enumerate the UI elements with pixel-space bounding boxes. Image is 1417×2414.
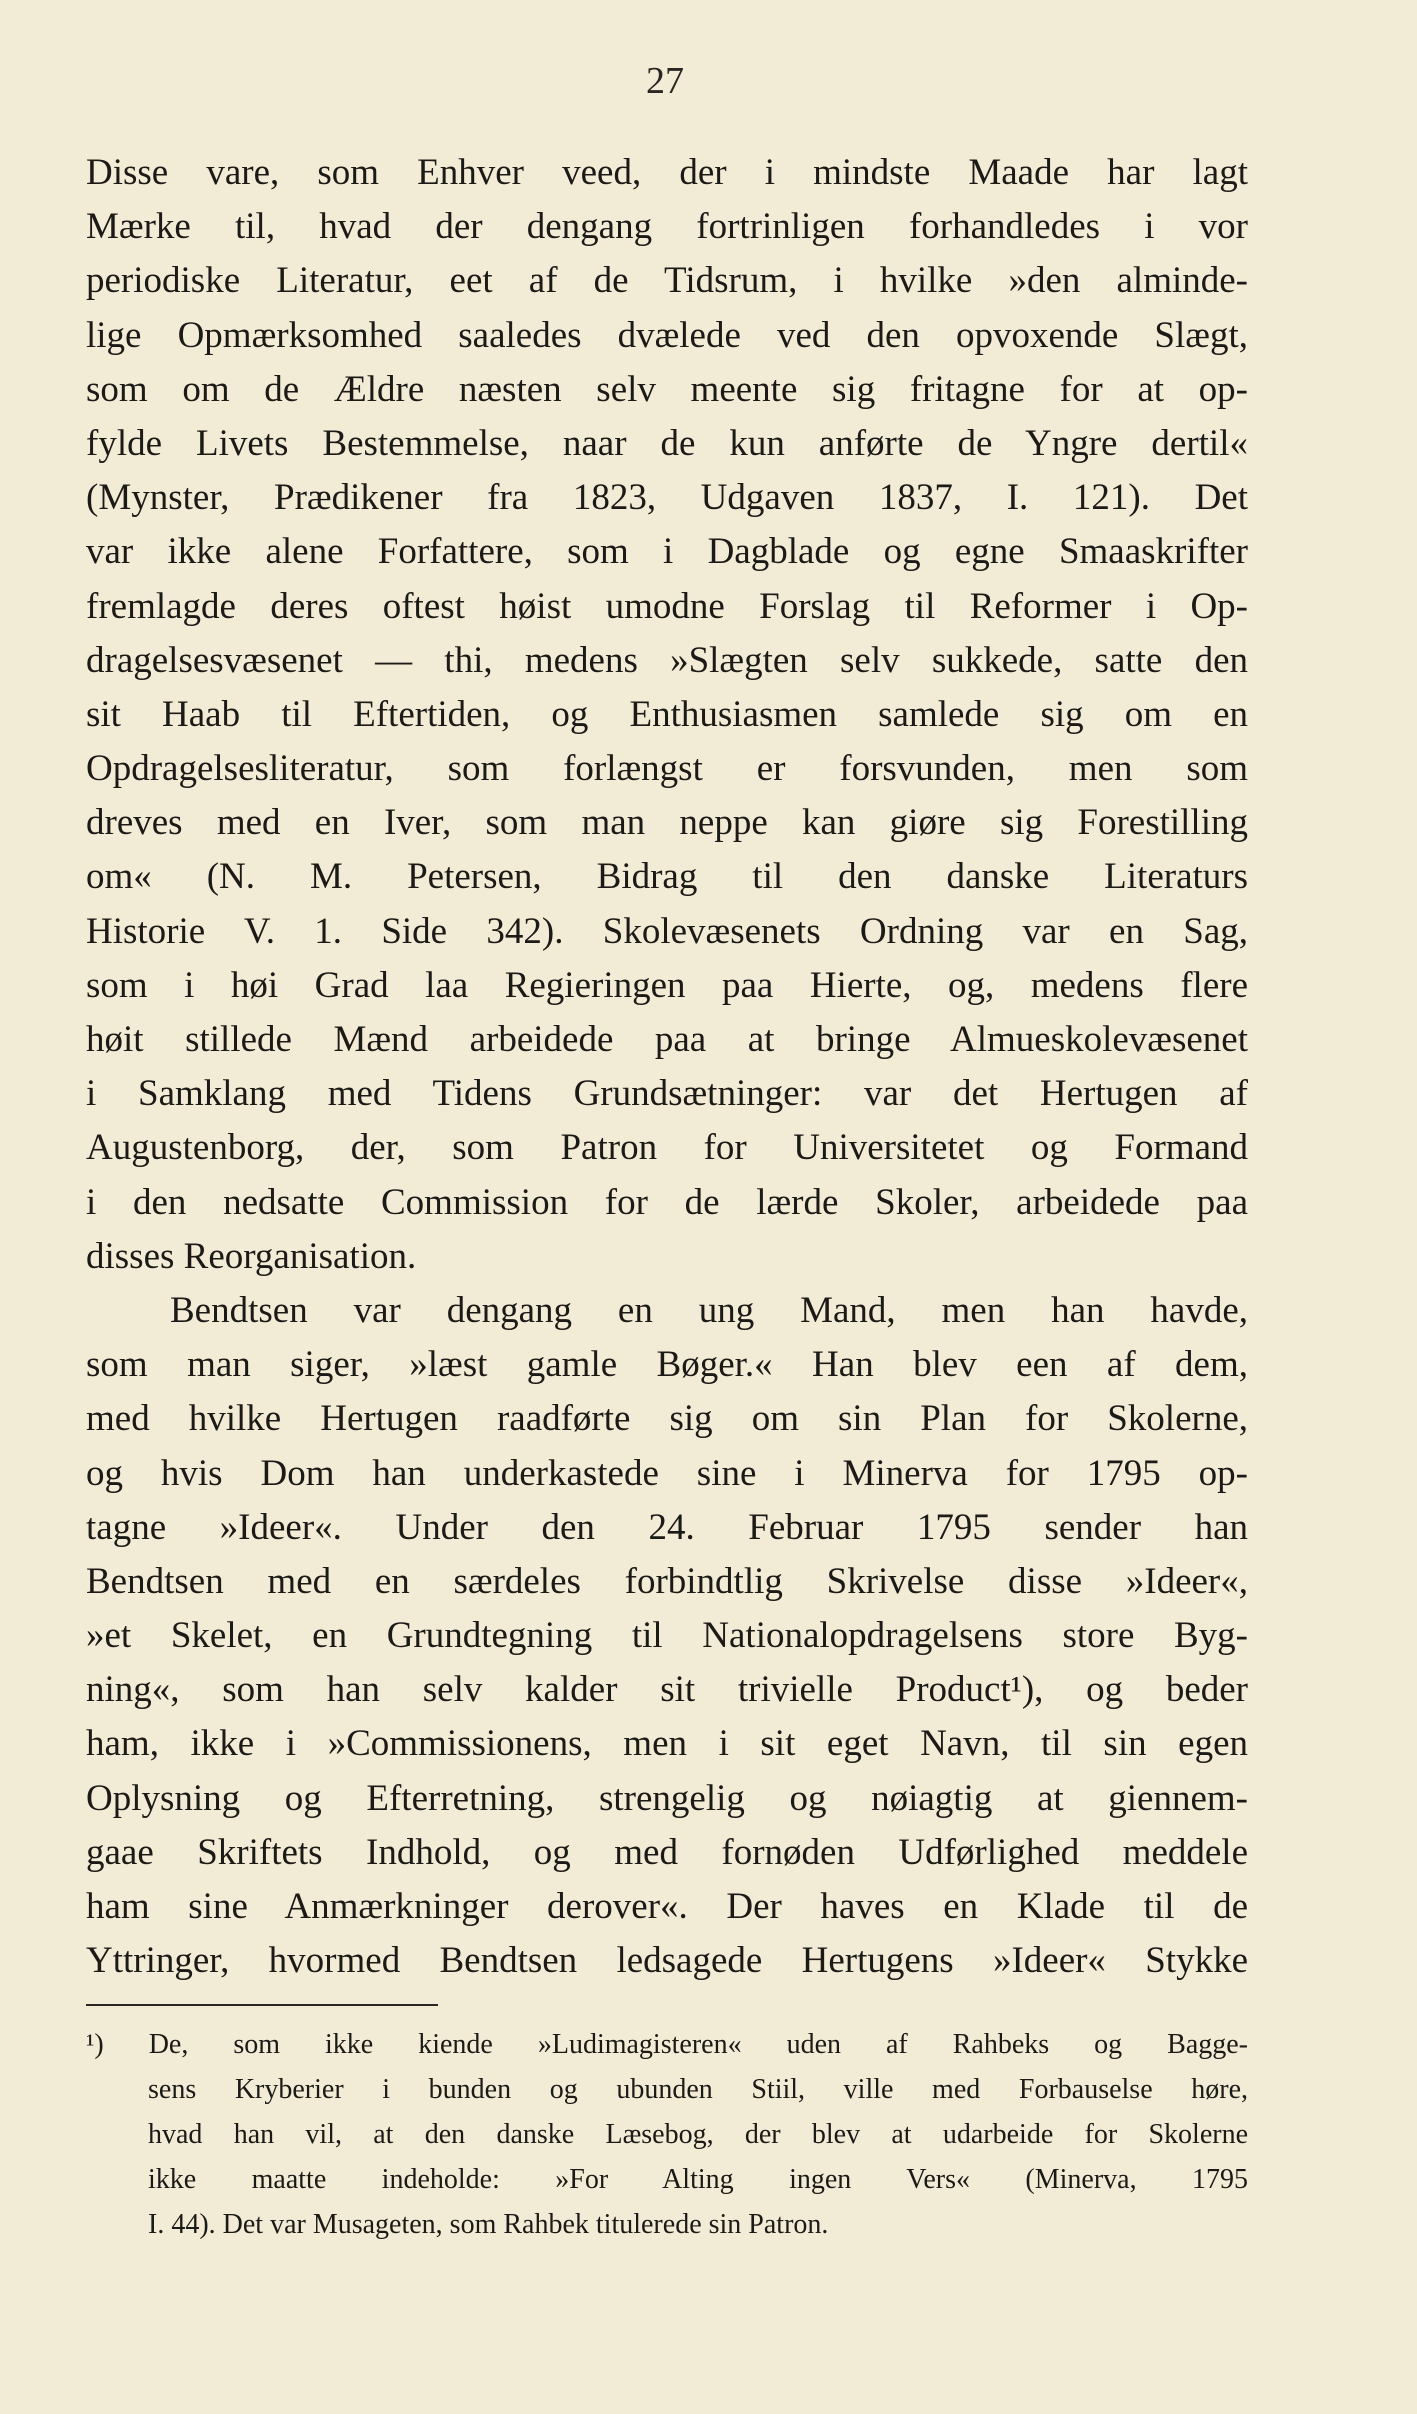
footnote-line: hvad han vil, at den danske Læsebog, der blev at udarbeide for Skolerne <box>148 2119 1248 2150</box>
page-number: 27 <box>646 60 684 102</box>
text-line: Historie V. 1. Side 342). Skolevæsenets Ordning var en Sag, <box>86 910 1248 952</box>
text-line: som om de Ældre næsten selv meente sig fritagne for at op- <box>86 368 1248 410</box>
text-line: sit Haab til Eftertiden, og Enthusiasmen samlede sig om en <box>86 693 1248 735</box>
text-line: om« (N. M. Petersen, Bidrag til den danske Literaturs <box>86 856 1248 898</box>
text-line: høit stillede Mænd arbeidede paa at bringe Almueskolevæsenet <box>86 1019 1248 1060</box>
text-line: med hvilke Hertugen raadførte sig om sin Plan for Skolerne, <box>86 1398 1248 1440</box>
text-line: Mærke til, hvad der dengang fortrinligen forhandledes i vor <box>86 206 1248 248</box>
text-line: og hvis Dom han underkastede sine i Minerva for 1795 op- <box>86 1452 1248 1494</box>
text-line: ham sine Anmærkninger derover«. Der haves en Klade til de <box>86 1886 1248 1927</box>
footnote-line: ikke maatte indeholde: »For Alting ingen Vers« (Minerva, 1795 <box>148 2164 1248 2195</box>
text-line: tagne »Ideer«. Under den 24. Februar 1795 sender han <box>86 1506 1248 1548</box>
text-line: »et Skelet, en Grundtegning til Nationalopdragelsens store Byg- <box>86 1615 1248 1657</box>
text-line: gaae Skriftets Indhold, og med fornøden Udførlighed meddele <box>86 1831 1248 1873</box>
text-line: ning«, som han selv kalder sit trivielle Product¹), og beder <box>86 1669 1248 1711</box>
paragraph-start-line: Bendtsen var dengang en ung Mand, men han havde, <box>170 1289 1248 1331</box>
text-line: var ikke alene Forfattere, som i Dagblade og egne Smaaskrifter <box>86 531 1248 573</box>
footnote-line: sens Kryberier i bunden og ubunden Stiil, ville med Forbauselse høre, <box>148 2074 1248 2105</box>
footnote-divider <box>86 2004 438 2006</box>
text-line: dreves med en Iver, som man neppe kan giøre sig Forestilling <box>86 802 1248 844</box>
text-line: som i høi Grad laa Regieringen paa Hierte, og, medens flere <box>86 964 1248 1006</box>
paragraph-end-line: disses Reorganisation. <box>86 1235 417 1277</box>
text-line: fylde Livets Bestemmelse, naar de kun anførte de Yngre dertil« <box>86 422 1248 464</box>
text-line: Yttringer, hvormed Bendtsen ledsagede Hertugens »Ideer« Stykke <box>86 1940 1248 1982</box>
text-line: fremlagde deres oftest høist umodne Forslag til Reformer i Op- <box>86 585 1248 627</box>
text-line: som man siger, »læst gamle Bøger.« Han blev een af dem, <box>86 1344 1248 1386</box>
text-line: ham, ikke i »Commissionens, men i sit eget Navn, til sin egen <box>86 1723 1248 1765</box>
text-line: i den nedsatte Commission for de lærde Skoler, arbeidede paa <box>86 1181 1248 1223</box>
text-line: Oplysning og Efterretning, strengelig og nøiagtig at giennem- <box>86 1777 1248 1819</box>
footnote-line: ¹) De, som ikke kiende »Ludimagisteren« uden af Rahbeks og Bagge- <box>86 2029 1248 2060</box>
text-line: Opdragelsesliteratur, som forlængst er forsvunden, men som <box>86 748 1248 790</box>
text-line: Bendtsen med en særdeles forbindtlig Skrivelse disse »Ideer«, <box>86 1560 1248 1602</box>
body-text <box>86 146 1248 1988</box>
text-line: dragelsesvæsenet — thi, medens »Slægten selv sukkede, satte den <box>86 639 1248 681</box>
text-line: periodiske Literatur, eet af de Tidsrum, i hvilke »den alminde- <box>86 260 1248 302</box>
text-line: Disse vare, som Enhver veed, der i mindste Maade har lagt <box>86 152 1248 193</box>
text-line: lige Opmærksomhed saaledes dvælede ved den opvoxende Slægt, <box>86 314 1248 356</box>
footnotes <box>86 2022 1248 2247</box>
text-line: Augustenborg, der, som Patron for Universitetet og Formand <box>86 1127 1248 1169</box>
text-line: (Mynster, Prædikener fra 1823, Udgaven 1837, I. 121). Det <box>86 477 1248 519</box>
text-line: i Samklang med Tidens Grundsætninger: var det Hertugen af <box>86 1073 1248 1115</box>
footnote-line: I. 44). Det var Musageten, som Rahbek titulerede sin Patron. <box>148 2209 829 2240</box>
